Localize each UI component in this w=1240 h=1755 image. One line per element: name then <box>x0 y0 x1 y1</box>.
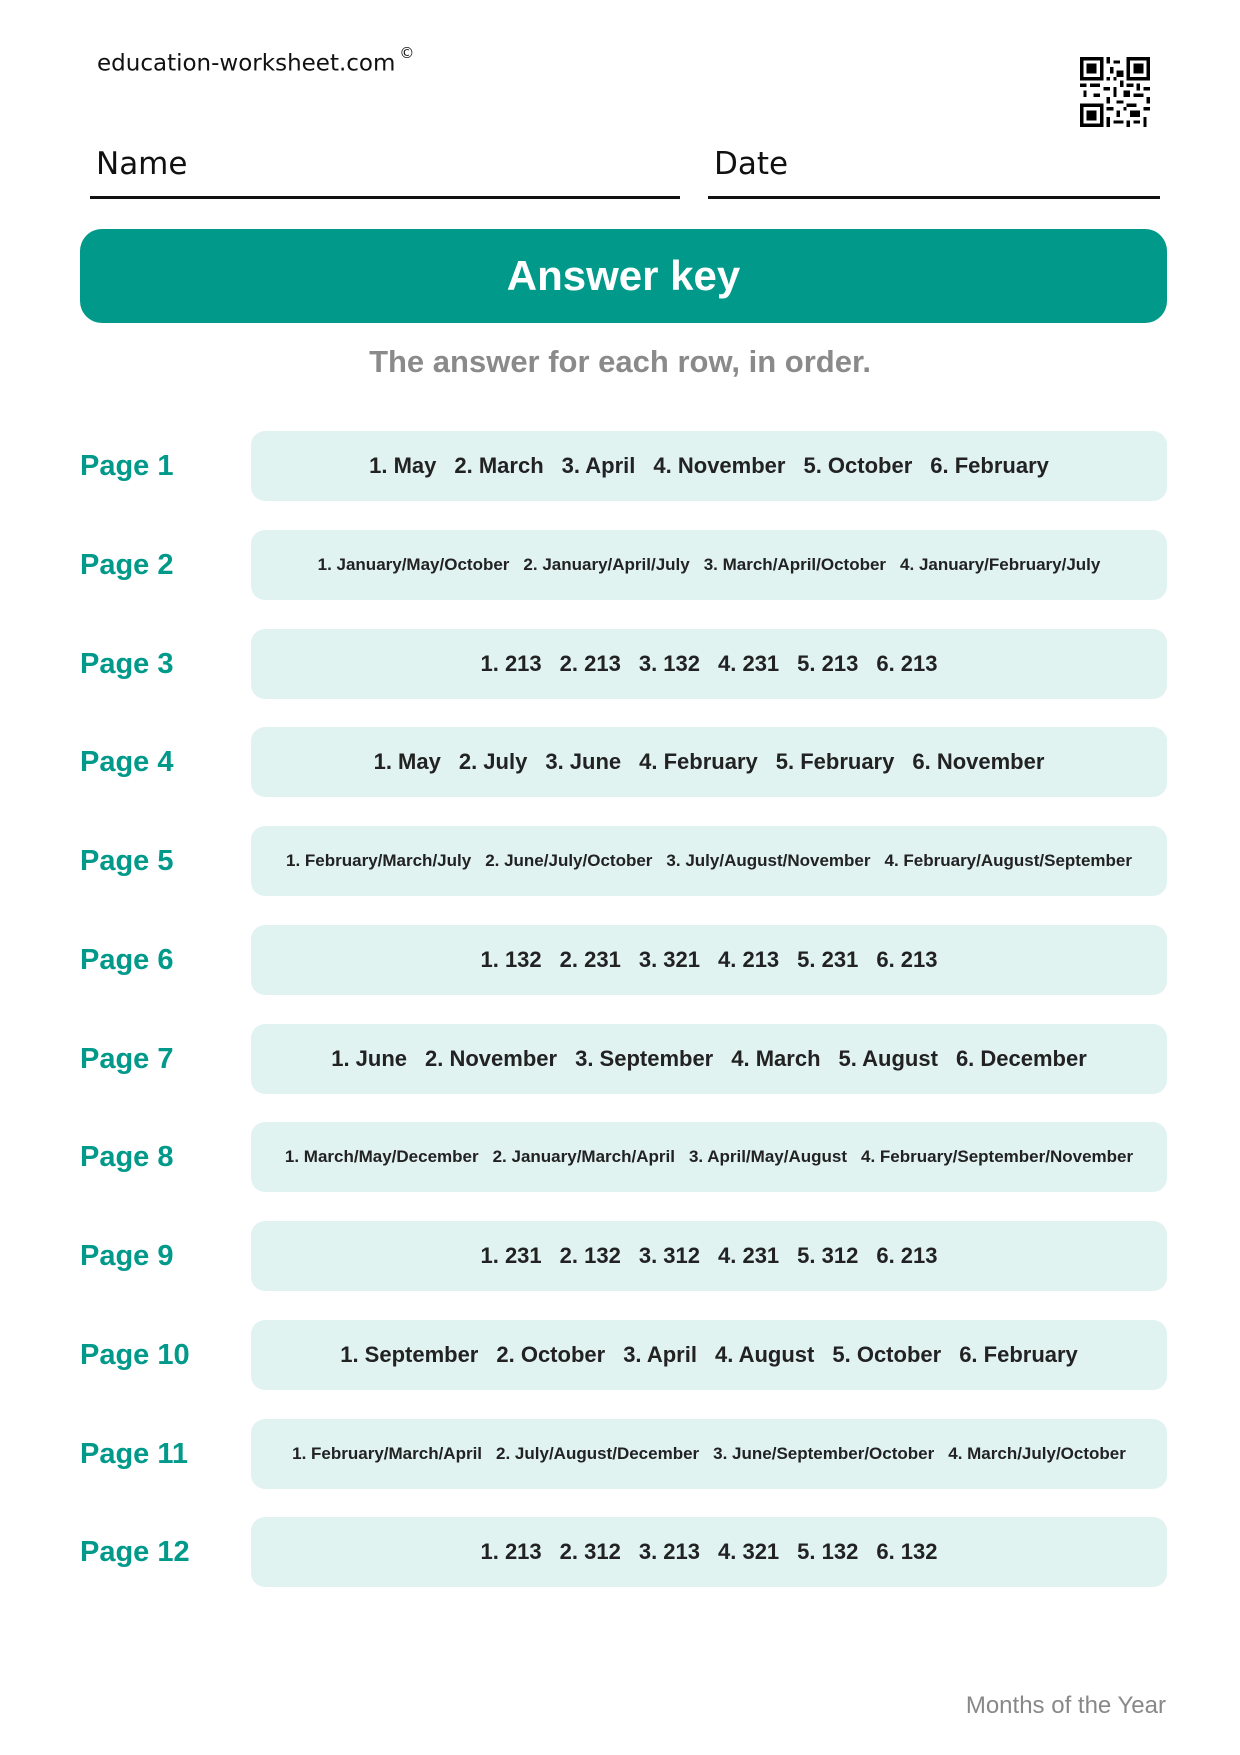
answer-item: 5. 213 <box>797 650 859 676</box>
answers-box <box>251 1122 1167 1192</box>
answer-item: 6. 213 <box>876 1243 938 1268</box>
answer-row <box>0 1221 1240 1291</box>
answer-item: 1. 213 <box>480 1539 542 1565</box>
answer-row <box>0 1320 1240 1390</box>
answer-item: 4. March <box>731 1045 821 1071</box>
answer-item: 1. 231 <box>480 1243 542 1268</box>
answer-row <box>0 1517 1240 1587</box>
page-label: Page 3 <box>80 647 174 680</box>
answer-item: 1. 132 <box>480 946 542 972</box>
answer-item: 2. March <box>454 453 544 478</box>
answer-item: 1. February/March/April <box>292 1443 483 1463</box>
answer-item: 3. June/September/October <box>713 1443 935 1463</box>
answer-item: 2. 213 <box>559 650 621 676</box>
page-label: Page 7 <box>80 1042 174 1075</box>
answer-item: 2. November <box>425 1045 558 1071</box>
answer-row <box>0 530 1240 600</box>
answer-item: 4. August <box>714 1341 815 1367</box>
answer-item: 2. January/April/July <box>523 554 690 574</box>
answer-item: 5. 312 <box>797 1243 859 1268</box>
answer-item: 2. July <box>458 749 528 775</box>
answer-item: 1. January/May/October <box>317 554 510 574</box>
copyright-mark: © <box>399 44 415 62</box>
site-text: education-worksheet.com <box>97 50 396 77</box>
answer-item: 4. 231 <box>718 650 780 676</box>
date-label: Date <box>714 146 789 182</box>
page-label: Page 11 <box>80 1437 189 1470</box>
page-label: Page 5 <box>80 845 174 877</box>
answer-item: 6. February <box>930 453 1049 478</box>
answers-box <box>251 727 1167 797</box>
answer-item: 3. April <box>623 1341 697 1367</box>
page-label: Page 6 <box>80 943 174 976</box>
answer-item: 3. 132 <box>638 650 700 676</box>
answer-item: 5. October <box>803 453 913 478</box>
answers-box <box>251 1221 1167 1291</box>
answer-item: 1. February/March/July <box>286 851 472 870</box>
answer-item: 5. 231 <box>797 946 859 972</box>
answers-box <box>251 1024 1167 1094</box>
answer-item: 6. December <box>955 1045 1087 1071</box>
answer-row <box>0 925 1240 995</box>
answers-box <box>251 826 1167 896</box>
answer-item: 4. January/February/July <box>900 554 1101 574</box>
banner-title: Answer key <box>506 252 741 299</box>
answer-row <box>0 1419 1240 1489</box>
answer-row <box>0 431 1240 501</box>
answer-item: 5. August <box>838 1045 938 1071</box>
page-label: Page 2 <box>80 548 174 581</box>
answer-row <box>0 727 1240 797</box>
answer-item: 6. 213 <box>876 946 938 972</box>
answer-item: 3. 321 <box>638 946 700 972</box>
answer-item: 6. 213 <box>876 650 938 676</box>
answer-item: 5. October <box>832 1341 942 1367</box>
answer-item: 3. June <box>545 749 622 775</box>
answer-item: 2. 231 <box>559 946 621 972</box>
answer-item: 3. April <box>561 453 636 478</box>
answer-item: 1. 213 <box>480 650 542 676</box>
answer-item: 1. May <box>373 749 441 775</box>
page-label: Page 12 <box>80 1536 190 1569</box>
page-label: Page 1 <box>80 450 174 482</box>
page-label: Page 4 <box>80 746 174 779</box>
answer-item: 6. 132 <box>876 1539 938 1565</box>
answer-row <box>0 1024 1240 1094</box>
answer-row <box>0 1122 1240 1192</box>
answer-item: 3. 312 <box>638 1243 700 1268</box>
answers-box <box>251 629 1167 699</box>
answer-item: 4. March/July/October <box>948 1443 1126 1463</box>
answers-box <box>251 431 1167 501</box>
answer-row <box>0 826 1240 896</box>
answer-item: 4. February/September/November <box>861 1147 1134 1167</box>
answer-item: 4. February <box>639 749 758 775</box>
answer-item: 3. April/May/August <box>688 1147 847 1167</box>
date-field[interactable] <box>708 146 1160 199</box>
page-label: Page 8 <box>80 1141 174 1174</box>
answer-item: 3. July/August/November <box>666 851 871 870</box>
answer-item: 2. January/March/April <box>492 1147 675 1167</box>
answer-item: 4. 213 <box>718 946 780 972</box>
answers-box <box>251 1419 1167 1489</box>
answer-item: 6. November <box>912 749 1045 775</box>
answer-item: 5. 132 <box>797 1539 859 1565</box>
answers-box <box>251 1320 1167 1390</box>
name-label: Name <box>96 146 188 182</box>
answer-item: 4. 231 <box>718 1243 780 1268</box>
answer-item: 3. 213 <box>638 1539 700 1565</box>
answer-item: 2. June/July/October <box>485 851 653 870</box>
answers-box <box>251 530 1167 600</box>
answer-key-banner <box>80 229 1167 323</box>
answer-item: 2. 132 <box>559 1243 621 1268</box>
answer-item: 2. October <box>496 1341 606 1367</box>
name-field[interactable] <box>90 146 680 199</box>
answer-item: 5. February <box>775 749 895 775</box>
answer-row <box>0 629 1240 699</box>
answer-item: 1. March/May/December <box>284 1147 479 1167</box>
answer-item: 2. 312 <box>559 1539 621 1565</box>
answer-item: 4. November <box>653 453 786 478</box>
answers-box <box>251 1517 1167 1587</box>
page-label: Page 9 <box>80 1240 174 1272</box>
answer-item: 6. February <box>959 1341 1078 1367</box>
site-name <box>97 44 415 77</box>
answer-item: 4. 321 <box>718 1539 780 1565</box>
page-label: Page 10 <box>80 1338 190 1371</box>
worksheet-topic: Months of the Year <box>965 1692 1166 1719</box>
answer-item: 1. May <box>369 453 437 478</box>
answer-item: 1. June <box>331 1045 408 1071</box>
qr-code-icon <box>1080 57 1150 127</box>
answer-item: 1. September <box>340 1341 479 1367</box>
answer-item: 3. September <box>575 1045 714 1071</box>
answer-item: 4. February/August/September <box>884 851 1132 870</box>
subtitle: The answer for each row, in order. <box>369 344 871 379</box>
answer-item: 2. July/August/December <box>496 1443 700 1463</box>
answer-item: 3. March/April/October <box>703 554 887 574</box>
answers-box <box>251 925 1167 995</box>
